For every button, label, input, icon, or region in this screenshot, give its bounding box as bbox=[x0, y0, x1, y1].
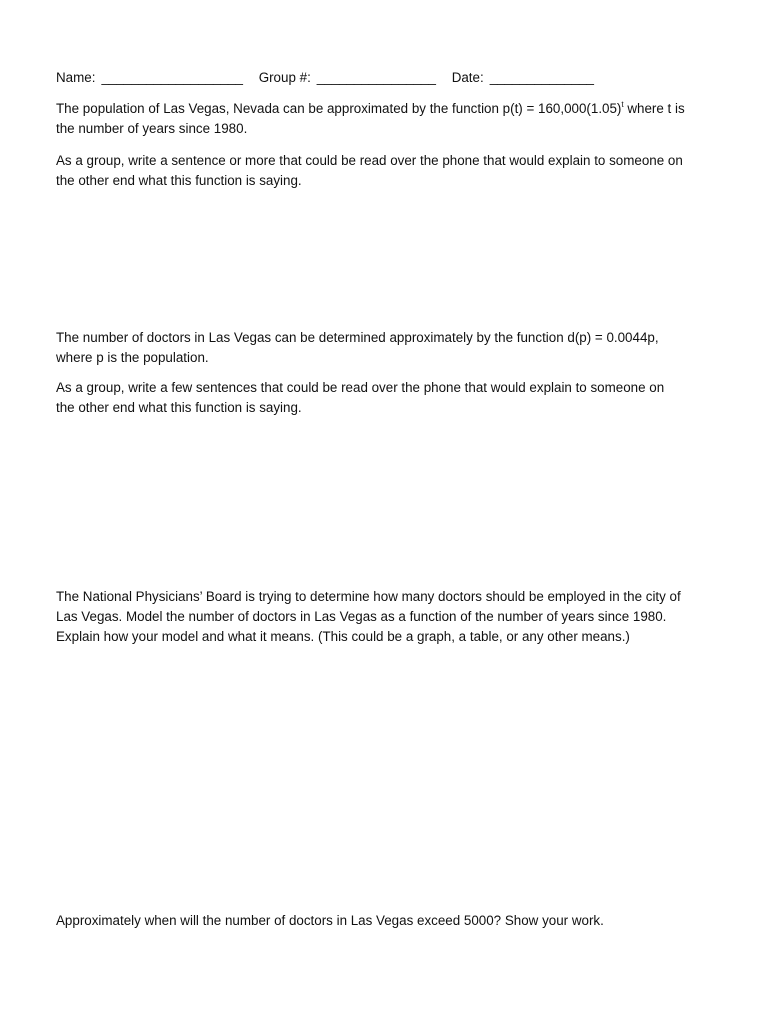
model-paragraph bbox=[56, 587, 716, 647]
name-blank: ___________________ bbox=[101, 70, 243, 85]
population-text: The population of Las Vegas, Nevada can be approximated by the function p(t) = 160,000(1.05) bbox=[56, 101, 622, 116]
doctors-prompt-line-1: As a group, write a few sentences that could be read over the phone that would explain to someone on bbox=[56, 380, 665, 395]
population-line-2: the number of years since 1980. bbox=[56, 121, 248, 136]
population-prompt-line-1: As a group, write a sentence or more that could be read over the phone that would explain to someone on bbox=[56, 153, 683, 168]
doctors-prompt-line-2: the other end what this function is saying. bbox=[56, 400, 302, 415]
population-text-end: where t is bbox=[623, 101, 685, 116]
doctors-line-1: The number of doctors in Las Vegas can be determined approximately by the function d(p) = 0.0044p, bbox=[56, 330, 659, 345]
date-blank: ______________ bbox=[489, 70, 594, 85]
population-function-paragraph bbox=[56, 99, 716, 139]
date-label: Date: bbox=[451, 70, 484, 85]
exceed-question-paragraph bbox=[56, 911, 716, 931]
model-line-3: Explain how your model and what it means. (This could be a graph, a table, or any other means.) bbox=[56, 629, 630, 644]
name-label: Name: bbox=[56, 70, 96, 85]
doctors-function-paragraph bbox=[56, 328, 716, 368]
model-line-1: The National Physicians’ Board is trying to determine how many doctors should be employed in the city of bbox=[56, 589, 681, 604]
group-label: Group #: bbox=[258, 70, 311, 85]
doctors-prompt-paragraph bbox=[56, 378, 716, 418]
population-line-1 bbox=[56, 99, 716, 119]
doctors-line-2: where p is the population. bbox=[56, 350, 209, 365]
model-line-2: Las Vegas. Model the number of doctors in Las Vegas as a function of the number of years since 1980. bbox=[56, 609, 667, 624]
exceed-question-line: Approximately when will the number of doctors in Las Vegas exceed 5000? Show your work. bbox=[56, 913, 604, 928]
header-fields bbox=[56, 68, 716, 88]
exponent-t: t bbox=[621, 100, 624, 109]
population-prompt-paragraph bbox=[56, 151, 716, 191]
group-blank: ________________ bbox=[316, 70, 436, 85]
population-prompt-line-2: the other end what this function is saying. bbox=[56, 173, 302, 188]
